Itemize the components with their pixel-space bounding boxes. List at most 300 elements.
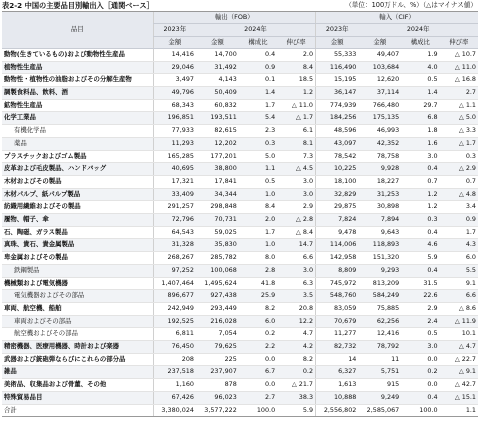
- export-2024-amount-cell: 60,832: [196, 99, 239, 112]
- item-name: 車両、航空機、船舶: [2, 302, 153, 315]
- import-2024-amount-cell: 118,893: [358, 239, 401, 252]
- export-growth-cell: 14.7: [277, 239, 315, 252]
- export-share-cell: 2.2: [239, 341, 277, 354]
- export-2023-amount-cell: 3,380,024: [153, 404, 196, 417]
- export-growth-cell: △ 21.7: [277, 379, 315, 392]
- import-share-cell: 3.0: [401, 341, 439, 354]
- export-2024-amount-cell: 225: [196, 353, 239, 366]
- import-2024-amount-cell: 37,114: [358, 87, 401, 100]
- export-growth-cell: 4.7: [277, 328, 315, 341]
- item-name: 雑品: [2, 366, 153, 379]
- export-2024-amount-cell: 927,438: [196, 290, 239, 303]
- trade-table: [2, 11, 478, 417]
- export-2023-amount-cell: 64,543: [153, 226, 196, 239]
- export-share-cell: 8.0: [239, 252, 277, 265]
- export-2023-amount-cell: 68,343: [153, 99, 196, 112]
- export-2024-amount-cell: 193,511: [196, 112, 239, 125]
- item-name: 化学工業品: [2, 112, 153, 125]
- export-share-cell: 1.4: [239, 87, 277, 100]
- import-share-cell: 6.8: [401, 112, 439, 125]
- import-2023-amount-cell: 1,613: [316, 379, 359, 392]
- export-2024-amount-cell: 31,492: [196, 61, 239, 74]
- table-row: [2, 315, 478, 328]
- import-share-cell: 0.5: [401, 328, 439, 341]
- import-2024-amount-cell: 78,758: [358, 150, 401, 163]
- export-growth-cell: 18.5: [277, 74, 315, 87]
- import-header: 輸入（CIF）: [316, 12, 478, 24]
- import-2023-amount-cell: 55,333: [316, 48, 359, 61]
- import-growth-cell: 6.6: [440, 290, 478, 303]
- item-name: 電気機器およびその部品: [2, 290, 153, 303]
- import-2023-amount-cell: 32,829: [316, 188, 359, 201]
- item-name: 木材およびその製品: [2, 175, 153, 188]
- export-2024-amount-cell: 1,495,624: [196, 277, 239, 290]
- item-name: 鉱物性生産品: [2, 99, 153, 112]
- export-2023-amount-cell: 40,695: [153, 163, 196, 176]
- import-2024-amount-cell: 9,249: [358, 391, 401, 404]
- item-name: 動物性・植物性の油脂およびその分解生産物: [2, 74, 153, 87]
- item-name: 特殊貿易品目: [2, 391, 153, 404]
- item-name: 薬品: [2, 137, 153, 150]
- import-2023-amount-cell: 184,256: [316, 112, 359, 125]
- import-2024-amount-cell: 7,894: [358, 214, 401, 227]
- export-2024-amount-cell: 38,800: [196, 163, 239, 176]
- export-2023-amount-cell: 1,160: [153, 379, 196, 392]
- export-2024-amount-cell: 79,625: [196, 341, 239, 354]
- table-row: [2, 48, 478, 61]
- export-2024-amount-cell: 878: [196, 379, 239, 392]
- import-2023-amount-cell: 10,888: [316, 391, 359, 404]
- export-growth-cell: 4.2: [277, 341, 315, 354]
- export-2023-amount-cell: 76,450: [153, 341, 196, 354]
- export-growth-cell: △ 4.5: [277, 163, 315, 176]
- export-share-cell: 6.7: [239, 366, 277, 379]
- import-2024-amount-cell: 75,885: [358, 302, 401, 315]
- export-2024-amount-header: 金額: [196, 36, 239, 48]
- import-growth-cell: 0.3: [440, 150, 478, 163]
- export-2023-amount-cell: 6,811: [153, 328, 196, 341]
- export-share-header: 構成比: [239, 36, 277, 48]
- export-2024-amount-cell: 59,025: [196, 226, 239, 239]
- export-growth-cell: 1.2: [277, 87, 315, 100]
- export-share-cell: 5.0: [239, 150, 277, 163]
- import-share-cell: 4.6: [401, 239, 439, 252]
- export-share-cell: 0.9: [239, 61, 277, 74]
- export-growth-cell: △ 2.8: [277, 214, 315, 227]
- import-growth-cell: △ 42.7: [440, 379, 478, 392]
- import-2024-header: 2024年: [358, 24, 478, 36]
- import-2023-amount-cell: 14: [316, 353, 359, 366]
- export-2024-header: 2024年: [196, 24, 316, 36]
- export-growth-cell: △ 1.7: [277, 112, 315, 125]
- export-2024-amount-cell: 216,028: [196, 315, 239, 328]
- import-share-cell: 3.0: [401, 150, 439, 163]
- import-2023-amount-cell: 10,225: [316, 163, 359, 176]
- table-row: [2, 328, 478, 341]
- import-growth-cell: 2.7: [440, 87, 478, 100]
- import-growth-cell: △ 11.9: [440, 315, 478, 328]
- import-growth-cell: 5.5: [440, 264, 478, 277]
- table-row: [2, 150, 478, 163]
- export-share-cell: 0.1: [239, 74, 277, 87]
- import-2024-amount-cell: 18,227: [358, 175, 401, 188]
- table-row: [2, 239, 478, 252]
- import-2023-amount-cell: 82,732: [316, 341, 359, 354]
- table-row: [2, 264, 478, 277]
- export-2023-amount-cell: 49,796: [153, 87, 196, 100]
- import-2024-amount-cell: 175,135: [358, 112, 401, 125]
- export-2023-amount-cell: 14,416: [153, 48, 196, 61]
- table-row: [2, 277, 478, 290]
- export-2024-amount-cell: 17,841: [196, 175, 239, 188]
- import-2023-amount-cell: 6,327: [316, 366, 359, 379]
- import-share-cell: 0.0: [401, 379, 439, 392]
- import-share-cell: 1.2: [401, 188, 439, 201]
- table-row: [2, 201, 478, 214]
- export-2024-amount-cell: 34,344: [196, 188, 239, 201]
- export-2024-amount-cell: 96,023: [196, 391, 239, 404]
- table-row: [2, 252, 478, 265]
- import-growth-cell: △ 15.1: [440, 391, 478, 404]
- export-growth-cell: 6.3: [277, 277, 315, 290]
- import-growth-cell: 1.1: [440, 404, 478, 417]
- import-2024-amount-cell: 30,898: [358, 201, 401, 214]
- table-row: [2, 74, 478, 87]
- export-2024-amount-cell: 298,848: [196, 201, 239, 214]
- table-row: [2, 61, 478, 74]
- export-share-cell: 1.7: [239, 226, 277, 239]
- import-share-cell: 1.6: [401, 137, 439, 150]
- export-share-cell: 6.0: [239, 315, 277, 328]
- import-2024-amount-cell: 9,928: [358, 163, 401, 176]
- export-2024-amount-cell: 100,068: [196, 264, 239, 277]
- table-head: [2, 12, 478, 49]
- import-2024-amount-cell: 42,352: [358, 137, 401, 150]
- export-share-cell: 41.8: [239, 277, 277, 290]
- export-2023-amount-cell: 196,851: [153, 112, 196, 125]
- export-growth-cell: 3.0: [277, 264, 315, 277]
- import-growth-cell: △ 11.0: [440, 61, 478, 74]
- import-2023-amount-cell: 774,939: [316, 99, 359, 112]
- import-share-cell: 4.0: [401, 61, 439, 74]
- import-share-cell: 1.4: [401, 87, 439, 100]
- total-label: 合計: [2, 404, 153, 417]
- import-2024-amount-cell: 584,249: [358, 290, 401, 303]
- import-2024-amount-cell: 12,620: [358, 74, 401, 87]
- import-share-cell: 0.5: [401, 74, 439, 87]
- item-name: 鉄鋼製品: [2, 264, 153, 277]
- export-growth-cell: 3.0: [277, 175, 315, 188]
- export-2023-amount-cell: 29,046: [153, 61, 196, 74]
- export-2023-amount-cell: 291,257: [153, 201, 196, 214]
- import-2024-amount-cell: 9,293: [358, 264, 401, 277]
- export-share-cell: 0.2: [239, 328, 277, 341]
- export-2024-amount-cell: 50,409: [196, 87, 239, 100]
- import-growth-cell: 3.4: [440, 201, 478, 214]
- import-growth-cell: 9.1: [440, 277, 478, 290]
- item-name: 紡織用繊維およびその製品: [2, 201, 153, 214]
- import-growth-cell: △ 9.1: [440, 366, 478, 379]
- export-2023-amount-header: 金額: [153, 36, 196, 48]
- table-row: [2, 366, 478, 379]
- export-2023-amount-cell: 72,796: [153, 214, 196, 227]
- table-row: [2, 214, 478, 227]
- export-share-cell: 25.9: [239, 290, 277, 303]
- export-2023-amount-cell: 896,677: [153, 290, 196, 303]
- item-name: 調製食料品、飲料、酒: [2, 87, 153, 100]
- import-growth-cell: △ 8.6: [440, 302, 478, 315]
- table-row: [2, 379, 478, 392]
- item-name: 木材パルプ、紙パルプ製品: [2, 188, 153, 201]
- export-2023-amount-cell: 3,497: [153, 74, 196, 87]
- import-growth-cell: △ 4.7: [440, 341, 478, 354]
- import-2023-amount-cell: 114,006: [316, 239, 359, 252]
- export-share-cell: 0.3: [239, 137, 277, 150]
- table-row: [2, 341, 478, 354]
- export-2023-amount-cell: 237,518: [153, 366, 196, 379]
- export-2023-amount-cell: 208: [153, 353, 196, 366]
- item-header: 品目: [2, 12, 153, 49]
- import-growth-cell: △ 10.7: [440, 48, 478, 61]
- import-2024-amount-cell: 2,585,067: [358, 404, 401, 417]
- table-row: [2, 87, 478, 100]
- import-2023-amount-cell: 36,147: [316, 87, 359, 100]
- import-share-cell: 0.4: [401, 264, 439, 277]
- export-share-cell: 1.7: [239, 99, 277, 112]
- import-2024-amount-cell: 49,407: [358, 48, 401, 61]
- export-2024-amount-cell: 12,202: [196, 137, 239, 150]
- export-2023-amount-cell: 11,293: [153, 137, 196, 150]
- import-share-cell: 5.9: [401, 252, 439, 265]
- total-row: [2, 404, 478, 417]
- export-share-cell: 1.1: [239, 163, 277, 176]
- import-2024-amount-cell: 103,684: [358, 61, 401, 74]
- import-share-cell: 0.7: [401, 175, 439, 188]
- item-name: 皮革および毛皮製品、ハンドバッグ: [2, 163, 153, 176]
- export-2023-amount-cell: 242,949: [153, 302, 196, 315]
- import-2023-amount-cell: 15,195: [316, 74, 359, 87]
- import-growth-cell: 10.1: [440, 328, 478, 341]
- export-2024-amount-cell: 4,143: [196, 74, 239, 87]
- export-share-cell: 100.0: [239, 404, 277, 417]
- import-2023-amount-cell: 48,596: [316, 125, 359, 138]
- table-body: [2, 48, 478, 416]
- export-growth-cell: 8.1: [277, 137, 315, 150]
- item-name: 石、陶磁、ガラス製品: [2, 226, 153, 239]
- export-2024-amount-cell: 293,449: [196, 302, 239, 315]
- import-2023-amount-cell: 83,059: [316, 302, 359, 315]
- table-row: [2, 188, 478, 201]
- item-name: 卑金属およびその製品: [2, 252, 153, 265]
- export-growth-cell: 2.9: [277, 201, 315, 214]
- export-growth-cell: 12.2: [277, 315, 315, 328]
- import-2024-amount-cell: 9,643: [358, 226, 401, 239]
- export-2023-amount-cell: 77,933: [153, 125, 196, 138]
- import-2023-amount-cell: 43,097: [316, 137, 359, 150]
- import-share-cell: 0.0: [401, 353, 439, 366]
- export-2024-amount-cell: 14,700: [196, 48, 239, 61]
- export-share-cell: 0.4: [239, 48, 277, 61]
- export-2024-amount-cell: 7,054: [196, 328, 239, 341]
- import-2024-amount-cell: 915: [358, 379, 401, 392]
- export-growth-cell: 6.6: [277, 252, 315, 265]
- export-2023-amount-cell: 268,267: [153, 252, 196, 265]
- table-row: [2, 125, 478, 138]
- item-name: 航空機およびその部品: [2, 328, 153, 341]
- import-share-cell: 2.4: [401, 315, 439, 328]
- table-row: [2, 137, 478, 150]
- export-share-cell: 8.2: [239, 302, 277, 315]
- import-growth-cell: 4.3: [440, 239, 478, 252]
- item-name: 美術品、収集品および骨董、その他: [2, 379, 153, 392]
- unit-note: （単位：100万ドル、%）（△はマイナス値）: [345, 1, 477, 9]
- import-2023-amount-cell: 548,760: [316, 290, 359, 303]
- table-row: [2, 353, 478, 366]
- export-growth-cell: 6.1: [277, 125, 315, 138]
- import-share-cell: 1.9: [401, 48, 439, 61]
- item-name: 武器および銃砲弾ならびにこれらの部分品: [2, 353, 153, 366]
- import-growth-cell: 1.7: [440, 226, 478, 239]
- import-2024-amount-header: 金額: [358, 36, 401, 48]
- import-share-cell: 0.2: [401, 366, 439, 379]
- export-2024-amount-cell: 237,907: [196, 366, 239, 379]
- item-name: 真珠、貴石、貴金属製品: [2, 239, 153, 252]
- table-row: [2, 391, 478, 404]
- item-name: 機械類および電気機器: [2, 277, 153, 290]
- item-name: 植物性生産品: [2, 61, 153, 74]
- export-growth-cell: 3.0: [277, 188, 315, 201]
- export-2024-amount-cell: 285,782: [196, 252, 239, 265]
- import-share-header: 構成比: [401, 36, 439, 48]
- import-share-cell: 0.4: [401, 163, 439, 176]
- import-2024-amount-cell: 12,416: [358, 328, 401, 341]
- import-2023-amount-cell: 142,958: [316, 252, 359, 265]
- import-2023-amount-cell: 70,679: [316, 315, 359, 328]
- table-row: [2, 175, 478, 188]
- import-2023-amount-cell: 2,556,802: [316, 404, 359, 417]
- import-share-cell: 1.8: [401, 125, 439, 138]
- import-2024-amount-cell: 151,320: [358, 252, 401, 265]
- import-2024-amount-cell: 766,480: [358, 99, 401, 112]
- table-title: 表2-2 中国の主要品目別輸出入［通関ベース］: [2, 1, 154, 10]
- import-2024-amount-cell: 62,256: [358, 315, 401, 328]
- export-2023-amount-cell: 97,252: [153, 264, 196, 277]
- import-share-cell: 31.5: [401, 277, 439, 290]
- export-growth-cell: 2.0: [277, 48, 315, 61]
- import-growth-cell: △ 2.9: [440, 163, 478, 176]
- import-2024-amount-cell: 78,792: [358, 341, 401, 354]
- export-2024-amount-cell: 35,830: [196, 239, 239, 252]
- import-share-cell: 100.0: [401, 404, 439, 417]
- export-growth-cell: 20.8: [277, 302, 315, 315]
- import-2023-amount-cell: 29,875: [316, 201, 359, 214]
- import-growth-cell: △ 5.0: [440, 112, 478, 125]
- import-2023-amount-cell: 78,542: [316, 150, 359, 163]
- import-2023-amount-cell: 745,972: [316, 277, 359, 290]
- import-2023-amount-header: 金額: [316, 36, 359, 48]
- item-name: 履物、帽子、傘: [2, 214, 153, 227]
- export-share-cell: 2.0: [239, 214, 277, 227]
- export-growth-header: 伸び率: [277, 36, 315, 48]
- table-row: [2, 290, 478, 303]
- table-row: [2, 112, 478, 125]
- item-name: 車両およびその部品: [2, 315, 153, 328]
- table-row: [2, 163, 478, 176]
- export-share-cell: 8.4: [239, 201, 277, 214]
- export-share-cell: 0.0: [239, 353, 277, 366]
- import-growth-cell: △ 16.8: [440, 74, 478, 87]
- import-growth-cell: △ 1.1: [440, 99, 478, 112]
- table-row: [2, 99, 478, 112]
- export-growth-cell: 5.9: [277, 404, 315, 417]
- export-2023-amount-cell: 1,407,464: [153, 277, 196, 290]
- import-share-cell: 0.4: [401, 226, 439, 239]
- import-2024-amount-cell: 813,209: [358, 277, 401, 290]
- export-2023-amount-cell: 67,426: [153, 391, 196, 404]
- export-share-cell: 1.0: [239, 239, 277, 252]
- import-growth-cell: 6.0: [440, 252, 478, 265]
- export-2023-amount-cell: 192,525: [153, 315, 196, 328]
- export-growth-cell: △ 8.4: [277, 226, 315, 239]
- export-2023-amount-cell: 17,321: [153, 175, 196, 188]
- item-name: 動物(生きているもの)および動物性生産品: [2, 48, 153, 61]
- import-growth-cell: 0.9: [440, 214, 478, 227]
- import-2024-amount-cell: 11: [358, 353, 401, 366]
- import-growth-cell: △ 3.3: [440, 125, 478, 138]
- import-2023-amount-cell: 8,809: [316, 264, 359, 277]
- export-share-cell: 1.0: [239, 188, 277, 201]
- import-growth-cell: △ 1.7: [440, 137, 478, 150]
- export-growth-cell: 7.3: [277, 150, 315, 163]
- table-row: [2, 302, 478, 315]
- import-growth-cell: △ 22.7: [440, 353, 478, 366]
- export-share-cell: 0.5: [239, 175, 277, 188]
- export-share-cell: 2.7: [239, 391, 277, 404]
- import-share-cell: 22.6: [401, 290, 439, 303]
- table-header-bar: [0, 0, 480, 11]
- export-2023-amount-cell: 165,285: [153, 150, 196, 163]
- import-share-cell: 0.4: [401, 391, 439, 404]
- export-share-cell: 0.0: [239, 379, 277, 392]
- export-2024-amount-cell: 70,731: [196, 214, 239, 227]
- import-2023-amount-cell: 7,824: [316, 214, 359, 227]
- import-growth-header: 伸び率: [440, 36, 478, 48]
- export-header: 輸出（FOB）: [153, 12, 315, 24]
- export-2024-amount-cell: 3,577,222: [196, 404, 239, 417]
- item-name: 精密機器、医療用機器、時計および楽器: [2, 341, 153, 354]
- item-name: プラスチックおよびゴム製品: [2, 150, 153, 163]
- import-2023-amount-cell: 9,478: [316, 226, 359, 239]
- import-share-cell: 0.3: [401, 214, 439, 227]
- export-growth-cell: 8.2: [277, 353, 315, 366]
- export-growth-cell: 0.2: [277, 366, 315, 379]
- item-name: 有機化学品: [2, 125, 153, 138]
- import-2024-amount-cell: 46,993: [358, 125, 401, 138]
- import-2023-header: 2023年: [316, 24, 359, 36]
- export-growth-cell: 38.3: [277, 391, 315, 404]
- import-growth-cell: 0.7: [440, 175, 478, 188]
- table-row: [2, 226, 478, 239]
- export-growth-cell: 8.4: [277, 61, 315, 74]
- export-share-cell: 2.3: [239, 125, 277, 138]
- import-2024-amount-cell: 31,253: [358, 188, 401, 201]
- import-2023-amount-cell: 116,490: [316, 61, 359, 74]
- export-growth-cell: △ 11.0: [277, 99, 315, 112]
- export-2023-amount-cell: 31,328: [153, 239, 196, 252]
- export-share-cell: 2.8: [239, 264, 277, 277]
- export-share-cell: 5.4: [239, 112, 277, 125]
- import-2023-amount-cell: 18,100: [316, 175, 359, 188]
